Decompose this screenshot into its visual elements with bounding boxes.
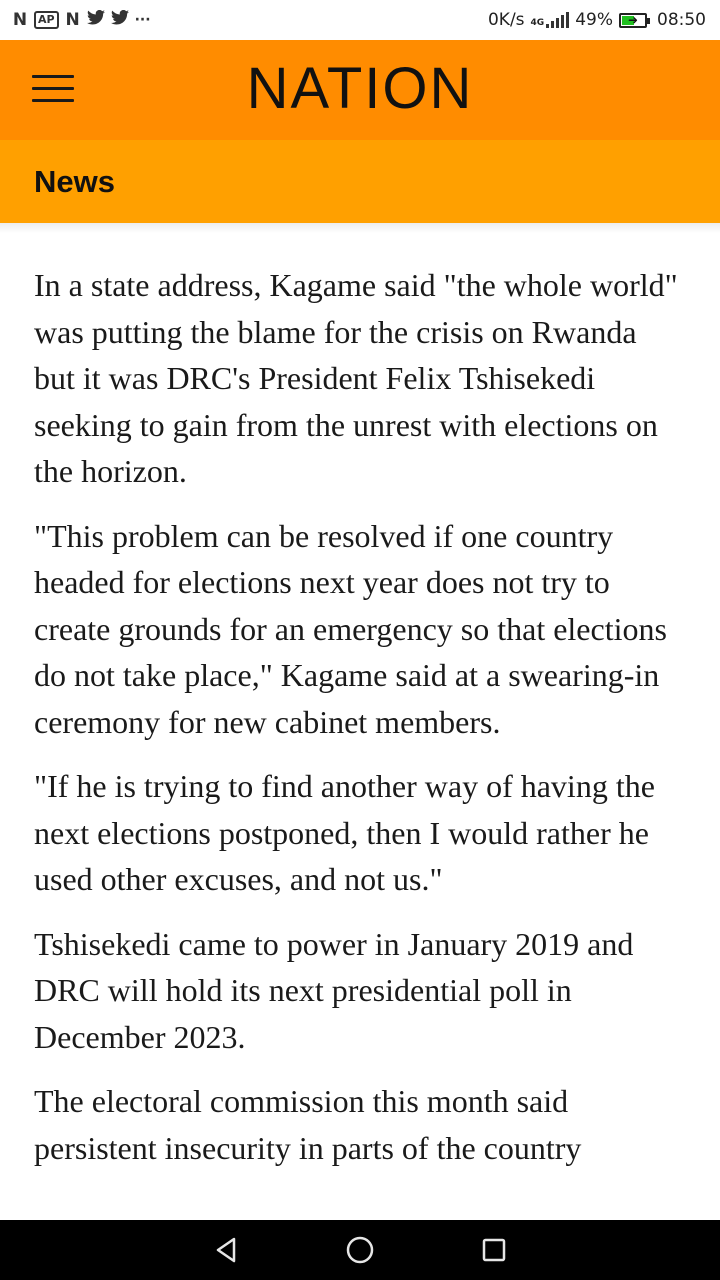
article-paragraph: "This problem can be resolved if one country headed for elections next year does not try to create grounds for an emergency so that elections do not take place," Kagame said at a swearing-in ceremony for new cabinet members.: [34, 517, 667, 740]
network-speed: 0K/s: [487, 10, 525, 30]
battery-icon: ➜: [619, 13, 647, 28]
navigation-bar: [0, 1220, 720, 1280]
notification-icons: [12, 10, 151, 30]
brand-logo[interactable]: NATION: [246, 56, 474, 121]
more-notifications-icon: ···: [134, 12, 151, 28]
article-paragraph: "If he is trying to find another way of having the next elections postponed, then I would rather he used other excuses, and not us.": [34, 768, 655, 897]
nation-notification-icon: N: [12, 10, 28, 30]
system-indicators: [488, 10, 706, 30]
article-body: [34, 262, 684, 1189]
article-paragraph: In a state address, Kagame said "the whole world" was putting the blame for the crisis on Rwanda but it was DRC's President Felix Tshisekedi seeking to gain from the unrest with elections on the horizon.: [34, 267, 678, 489]
battery-percent: 49%: [575, 10, 613, 30]
home-icon[interactable]: [343, 1234, 377, 1266]
clock: 08:50: [657, 10, 706, 30]
signal-icon: [531, 12, 570, 28]
network-type: 4G: [530, 18, 545, 28]
back-icon[interactable]: [210, 1234, 244, 1266]
twitter-icon: [111, 10, 129, 30]
article-paragraph: Tshisekedi came to power in January 2019 and DRC will hold its next presidential poll in December 2023.: [34, 925, 634, 1055]
status-bar: [0, 0, 720, 40]
recents-icon[interactable]: [477, 1234, 511, 1266]
nation-notification-icon: N: [65, 10, 80, 30]
section-label[interactable]: News: [34, 163, 115, 199]
ap-notification-icon: AP: [34, 11, 59, 29]
app-header: [0, 40, 720, 140]
twitter-icon: [87, 10, 105, 30]
header-shadow: [0, 223, 720, 233]
article-paragraph: The electoral commission this month said persistent insecurity in parts of the country: [34, 1083, 582, 1166]
section-bar: [0, 140, 720, 223]
